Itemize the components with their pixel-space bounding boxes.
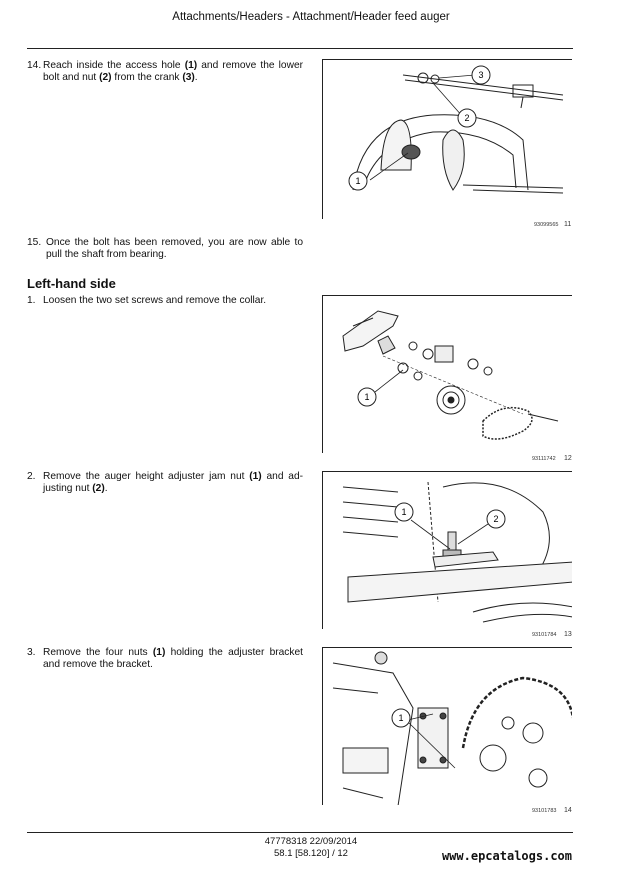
- step-number: 15.: [27, 237, 42, 248]
- step-15: [27, 237, 303, 262]
- figure-number: 14: [564, 807, 572, 814]
- page-header-title: Attachments/Headers - Attachment/Header feed auger: [172, 11, 450, 23]
- svg-text:1: 1: [364, 392, 370, 402]
- step-2: [27, 471, 303, 496]
- figure-13: [322, 471, 572, 629]
- step-text: Remove the four nuts (1) holding the adjuster bracket and remove the bracket.: [43, 647, 303, 671]
- site-watermark: www.epcatalogs.com: [441, 849, 572, 863]
- step-number: 1.: [27, 295, 36, 306]
- auger-crank-illustration: [323, 60, 572, 219]
- footer-rule: [27, 832, 573, 833]
- figure-code: 93099565: [534, 222, 559, 228]
- figure-code: 93101784: [532, 632, 557, 638]
- svg-text:3: 3: [478, 70, 484, 80]
- exploded-drive-illustration: [323, 296, 572, 453]
- step-1: [27, 295, 303, 307]
- header-rule: [27, 48, 573, 49]
- svg-text:1: 1: [355, 176, 361, 186]
- step-text: Once the bolt has been removed, you are now able to pull the shaft from bearing.: [46, 237, 303, 261]
- figure-code: 93101783: [532, 808, 557, 814]
- step-number: 2.: [27, 471, 36, 482]
- figure-number: 13: [564, 631, 572, 638]
- step-number: 14.: [27, 60, 42, 71]
- adjuster-bracket-illustration: [323, 648, 572, 805]
- figure-12: [322, 295, 572, 453]
- svg-text:1: 1: [401, 507, 407, 517]
- figure-number: 12: [564, 455, 572, 462]
- footer-doc-id: 47778318 22/09/2014: [264, 836, 358, 847]
- step-text: Loosen the two set screws and remove the collar.: [43, 295, 267, 306]
- svg-text:2: 2: [493, 514, 499, 524]
- figure-14: [322, 647, 572, 805]
- step-3: [27, 647, 303, 672]
- figure-code: 93111742: [532, 456, 556, 462]
- section-title: Left-hand side: [27, 276, 116, 291]
- step-number: 3.: [27, 647, 36, 658]
- height-adjuster-illustration: [323, 472, 572, 629]
- figure-11: [322, 59, 572, 219]
- svg-text:1: 1: [398, 713, 404, 723]
- step-text: Remove the auger height adjuster jam nut (1) and ad-justing nut (2).: [43, 471, 303, 495]
- svg-text:2: 2: [464, 113, 470, 123]
- step-14: [27, 60, 303, 85]
- figure-number: 11: [564, 221, 572, 228]
- footer-page-ref: 58.1 [58.120] / 12: [274, 848, 348, 859]
- step-text: Reach inside the access hole (1) and remove the lower bolt and nut (2) from the crank (3).: [43, 60, 303, 84]
